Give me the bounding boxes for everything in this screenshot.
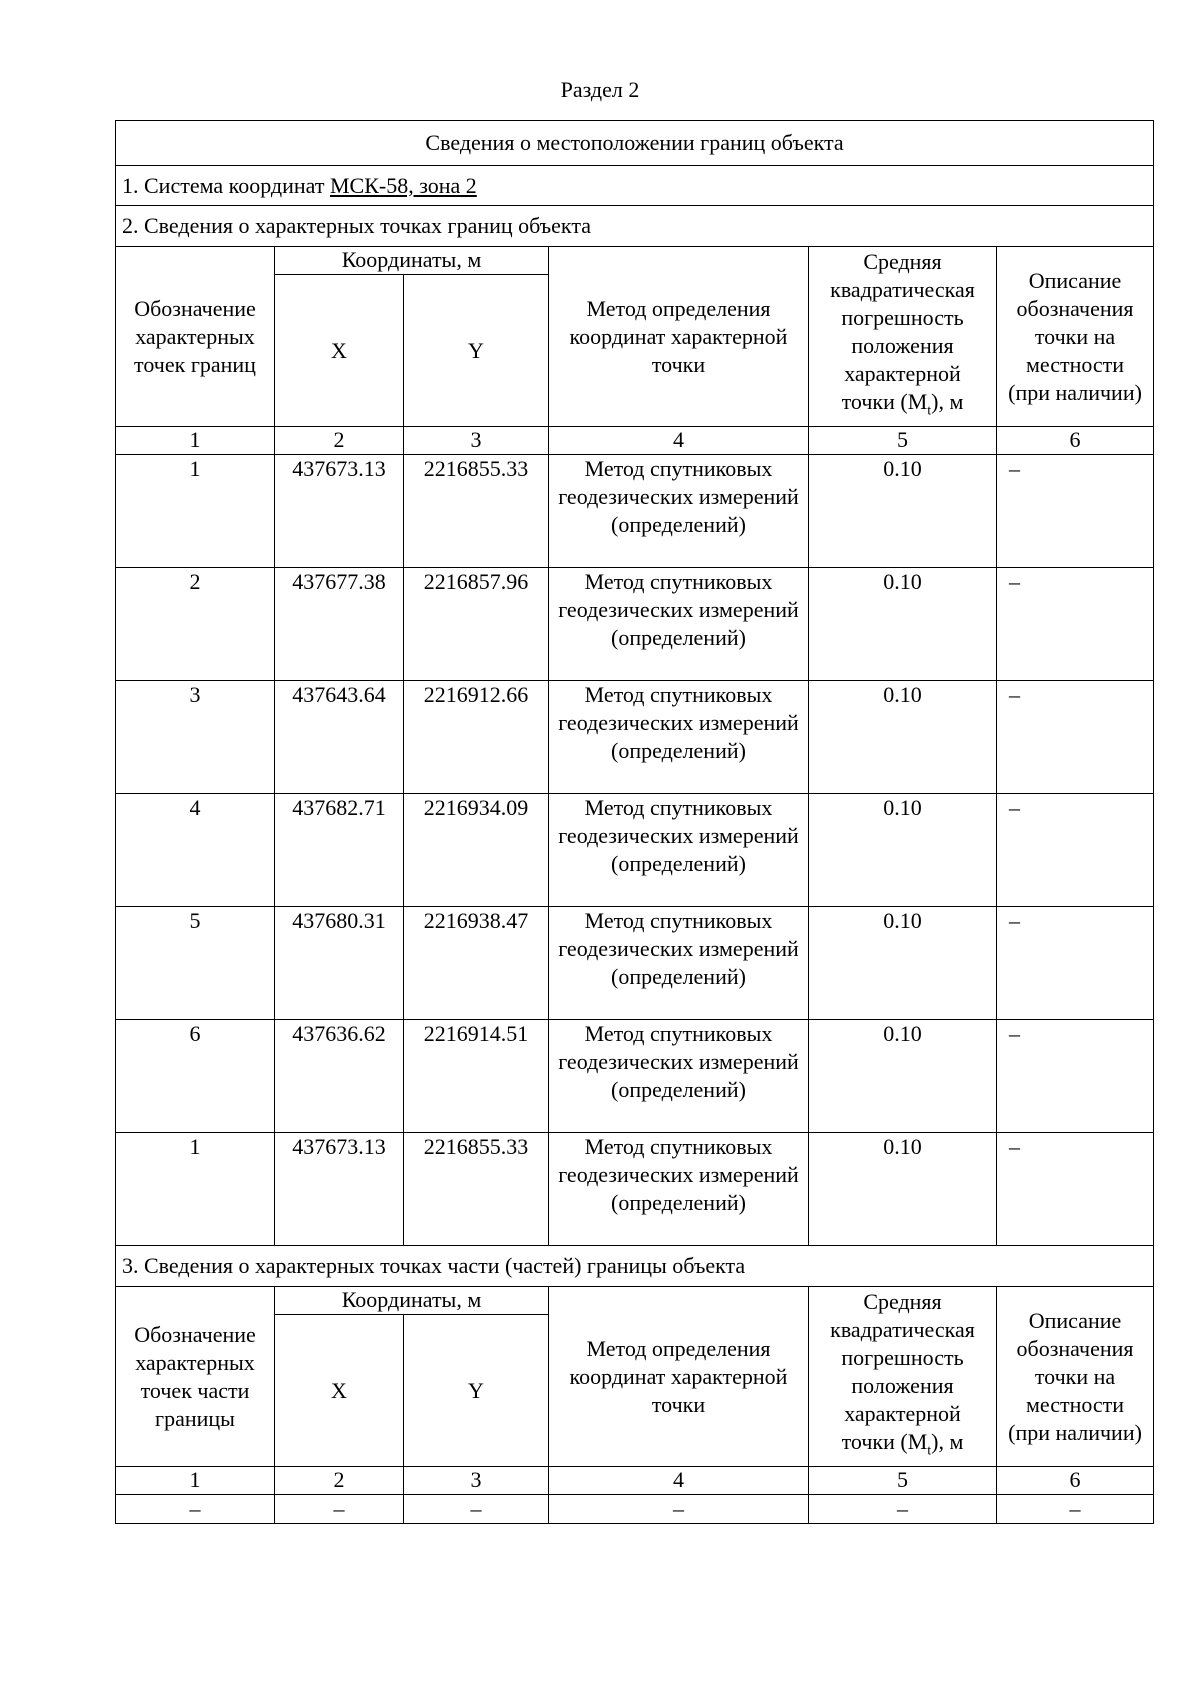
description-cell: – bbox=[997, 794, 1154, 907]
x-cell: 437680.31 bbox=[275, 907, 404, 1020]
table-row bbox=[116, 455, 1154, 568]
point-cell: 2 bbox=[116, 568, 275, 681]
column-number: 2 bbox=[275, 427, 404, 455]
y-cell: 2216855.33 bbox=[404, 1133, 549, 1246]
header-row bbox=[116, 1287, 1154, 1315]
column-number: 4 bbox=[549, 1467, 809, 1495]
table-row bbox=[116, 1133, 1154, 1246]
method-cell: Метод спутниковых геодезических измерений (определений) bbox=[549, 1133, 809, 1246]
header-method: Метод определения координат характерной точки bbox=[549, 1287, 809, 1467]
accuracy-cell: 0.10 bbox=[809, 455, 997, 568]
point-cell: 6 bbox=[116, 1020, 275, 1133]
method-cell: Метод спутниковых геодезических измерений (определений) bbox=[549, 455, 809, 568]
description-cell: – bbox=[997, 1020, 1154, 1133]
method-cell: Метод спутниковых геодезических измерений (определений) bbox=[549, 907, 809, 1020]
description-cell: – bbox=[997, 907, 1154, 1020]
x-cell: 437677.38 bbox=[275, 568, 404, 681]
accuracy-cell: 0.10 bbox=[809, 568, 997, 681]
column-number: 4 bbox=[549, 427, 809, 455]
table-row bbox=[116, 1495, 1154, 1524]
coordinate-system-row bbox=[116, 166, 1154, 206]
point-cell: 1 bbox=[116, 455, 275, 568]
point-cell: 4 bbox=[116, 794, 275, 907]
header-accuracy-text: Средняя квадратическая погрешность положения характерной точки (M bbox=[830, 1288, 975, 1454]
header-accuracy-unit: ), м bbox=[931, 388, 964, 414]
boundary-table bbox=[115, 120, 1154, 1524]
x-cell: – bbox=[275, 1495, 404, 1524]
method-cell: – bbox=[549, 1495, 809, 1524]
section3-title-row bbox=[116, 1246, 1154, 1287]
header-accuracy-subscript: t bbox=[927, 403, 932, 419]
header-accuracy bbox=[809, 247, 997, 427]
page-heading: Раздел 2 bbox=[560, 77, 640, 102]
accuracy-cell: 0.10 bbox=[809, 794, 997, 907]
column-number: 6 bbox=[997, 1467, 1154, 1495]
header-point-designation: Обозначение характерных точек границ bbox=[116, 247, 275, 427]
coordinate-system-value: МСК-58, зона 2 bbox=[329, 172, 477, 198]
x-cell: 437643.64 bbox=[275, 681, 404, 794]
method-cell: Метод спутниковых геодезических измерений (определений) bbox=[549, 681, 809, 794]
header-x: X bbox=[275, 1315, 404, 1467]
accuracy-cell: 0.10 bbox=[809, 1133, 997, 1246]
section2-title: 2. Сведения о характерных точках границ объекта bbox=[116, 206, 1154, 247]
table-row bbox=[116, 681, 1154, 794]
column-number: 1 bbox=[116, 427, 275, 455]
method-cell: Метод спутниковых геодезических измерений (определений) bbox=[549, 794, 809, 907]
method-cell: Метод спутниковых геодезических измерений (определений) bbox=[549, 1020, 809, 1133]
y-cell: – bbox=[404, 1495, 549, 1524]
x-cell: 437636.62 bbox=[275, 1020, 404, 1133]
column-number: 5 bbox=[809, 427, 997, 455]
method-cell: Метод спутниковых геодезических измерений (определений) bbox=[549, 568, 809, 681]
column-number: 3 bbox=[404, 1467, 549, 1495]
table-row bbox=[116, 794, 1154, 907]
point-cell: 5 bbox=[116, 907, 275, 1020]
header-coordinates: Координаты, м bbox=[275, 1287, 549, 1315]
description-cell: – bbox=[997, 568, 1154, 681]
table-row bbox=[116, 907, 1154, 1020]
accuracy-cell: – bbox=[809, 1495, 997, 1524]
description-cell: – bbox=[997, 455, 1154, 568]
point-cell: 1 bbox=[116, 1133, 275, 1246]
point-cell: 3 bbox=[116, 681, 275, 794]
section3-title: 3. Сведения о характерных точках части (частей) границы объекта bbox=[116, 1246, 1154, 1287]
header-method: Метод определения координат характерной точки bbox=[549, 247, 809, 427]
y-cell: 2216912.66 bbox=[404, 681, 549, 794]
header-x: X bbox=[275, 275, 404, 427]
y-cell: 2216857.96 bbox=[404, 568, 549, 681]
header-accuracy-text: Средняя квадратическая погрешность положения характерной точки (M bbox=[830, 248, 975, 414]
description-cell: – bbox=[997, 681, 1154, 794]
table-row bbox=[116, 1020, 1154, 1133]
y-cell: 2216934.09 bbox=[404, 794, 549, 907]
header-row bbox=[116, 247, 1154, 275]
y-cell: 2216938.47 bbox=[404, 907, 549, 1020]
header-y: Y bbox=[404, 275, 549, 427]
accuracy-cell: 0.10 bbox=[809, 907, 997, 1020]
header-accuracy-subscript: t bbox=[927, 1443, 932, 1459]
accuracy-cell: 0.10 bbox=[809, 1020, 997, 1133]
column-number-row bbox=[116, 427, 1154, 455]
y-cell: 2216855.33 bbox=[404, 455, 549, 568]
table-row bbox=[116, 568, 1154, 681]
x-cell: 437673.13 bbox=[275, 455, 404, 568]
column-number: 5 bbox=[809, 1467, 997, 1495]
y-cell: 2216914.51 bbox=[404, 1020, 549, 1133]
column-number: 2 bbox=[275, 1467, 404, 1495]
x-cell: 437682.71 bbox=[275, 794, 404, 907]
point-cell: – bbox=[116, 1495, 275, 1524]
accuracy-cell: 0.10 bbox=[809, 681, 997, 794]
description-cell: – bbox=[997, 1495, 1154, 1524]
header-coordinates: Координаты, м bbox=[275, 247, 549, 275]
column-number: 1 bbox=[116, 1467, 275, 1495]
column-number-row bbox=[116, 1467, 1154, 1495]
description-cell: – bbox=[997, 1133, 1154, 1246]
header-description: Описание обозначения точки на местности (при наличии) bbox=[997, 247, 1154, 427]
column-number: 3 bbox=[404, 427, 549, 455]
coordinate-system-label: 1. Система координат bbox=[122, 172, 325, 198]
table-title: Сведения о местоположении границ объекта bbox=[116, 121, 1154, 166]
header-accuracy-unit: ), м bbox=[931, 1428, 964, 1454]
header-y: Y bbox=[404, 1315, 549, 1467]
header-point-designation: Обозначение характерных точек части границы bbox=[116, 1287, 275, 1467]
header-accuracy bbox=[809, 1287, 997, 1467]
column-number: 6 bbox=[997, 427, 1154, 455]
header-description: Описание обозначения точки на местности (при наличии) bbox=[997, 1287, 1154, 1467]
x-cell: 437673.13 bbox=[275, 1133, 404, 1246]
